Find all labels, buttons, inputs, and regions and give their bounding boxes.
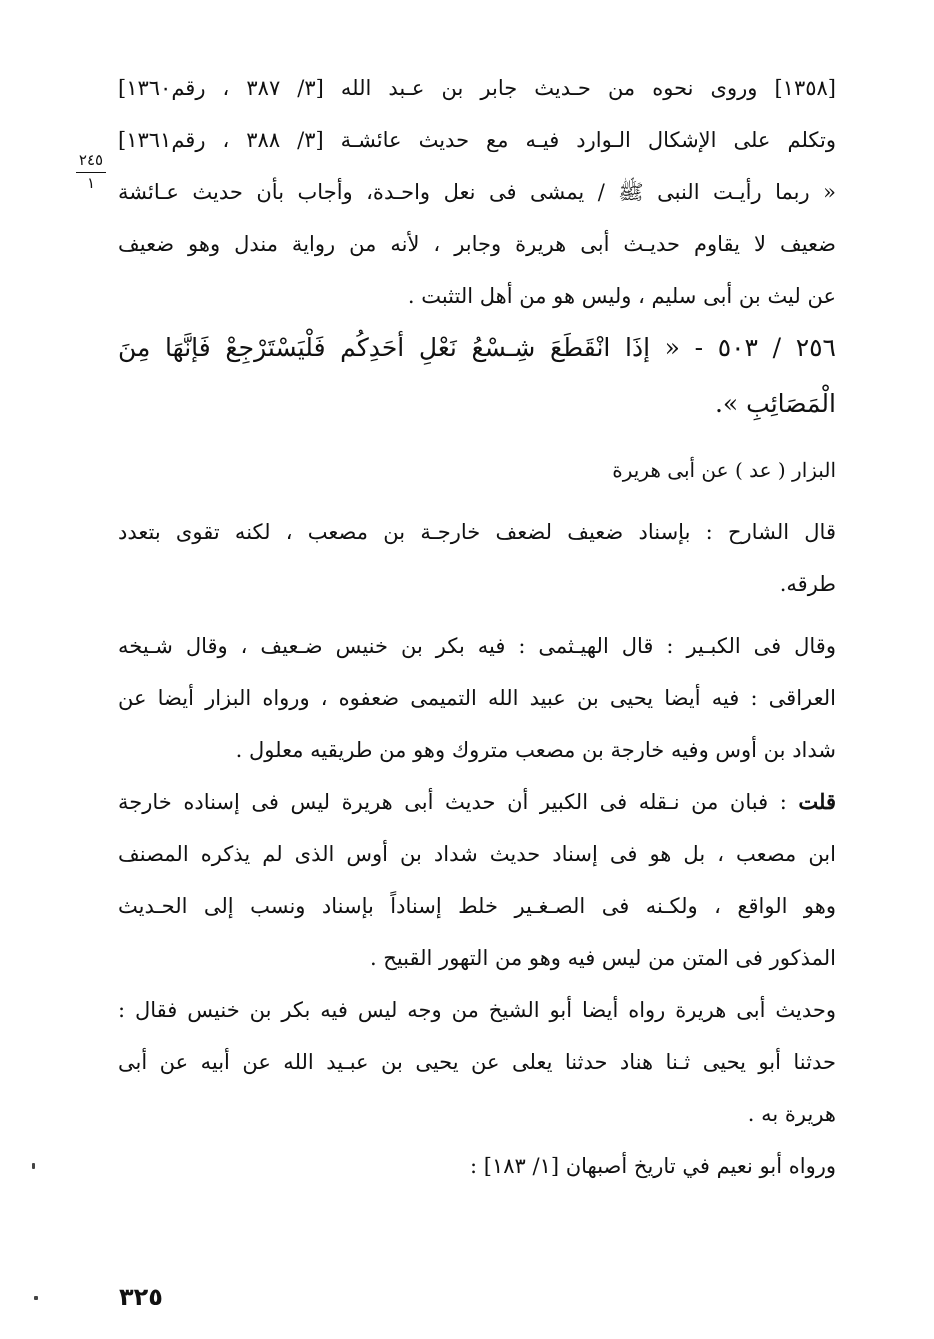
commentary-line: هريرة به . bbox=[747, 1102, 836, 1126]
margin-ref-rule bbox=[76, 172, 106, 173]
hadith-source: البزار ( عد ) عن أبى هريرة bbox=[612, 458, 836, 482]
commentary-line: وقال فى الكبـير : قال الهيـثمى : فيه بكر بن خنيس ضـعيف ، وقال شـيخه bbox=[118, 634, 836, 658]
commentary-line: طرقه. bbox=[779, 572, 836, 596]
qult-label: قلت bbox=[798, 789, 836, 814]
commentary-line: وهو الواقع ، ولكـنه فى الصـغـير خلط إسناداً بإسناد ونسب إلى الحـديث bbox=[118, 894, 836, 918]
commentary-line: وحديث أبى هريرة رواه أيضا أبو الشيخ من وجه ليس فيه بكر بن خنيس فقال : bbox=[118, 998, 836, 1022]
page-body bbox=[118, 62, 836, 1192]
commentary-line: العراقى : فيه أيضا يحيى بن عبيد الله التميمى ضعفوه ، ورواه البزار أيضا عن bbox=[118, 686, 836, 710]
hadith-text-line: الْمَصَائِبِ ». bbox=[714, 389, 836, 418]
hadith-text-line: ٢٥٦ / ٥٠٣ - « إذَا انْقَطَعَ شِـسْعُ نَعْلِ أحَدِكُم فَلْيَسْتَرْجِعْ فَإنَّهَا مِنَ bbox=[118, 333, 836, 362]
text-line: « ربما رأيـت النبى ﷺ / يمشى فى نعل واحـدة، وأجاب بأن حديث عـائشة bbox=[118, 180, 836, 204]
commentary-line: قال الشارح : بإسناد ضعيف لضعف خارجـة بن مصعب ، لكنه تقوى بتعدد bbox=[118, 520, 836, 544]
text-line: [١٣٥٨] وروى نحوه من حـديث جابر بن عـبد الله [٣/ ٣٨٧ ، رقم١٣٦٠] bbox=[118, 76, 836, 100]
text-line: وتكلم على الإشكال الـوارد فيـه مع حديث عائشـة [٣/ ٣٨٨ ، رقم١٣٦١] bbox=[118, 128, 836, 152]
page-number: ٣٢٥ bbox=[119, 1283, 163, 1311]
commentary-line: ورواه أبو نعيم في تاريخ أصبهان [١/ ١٨٣] : bbox=[470, 1154, 836, 1178]
commentary-line: ابن مصعب ، بل هو فى إسناد حديث شداد بن أوس الذى لم يذكره المصنف bbox=[118, 842, 836, 866]
scan-speck bbox=[32, 1163, 35, 1169]
commentary-line: شداد بن أوس وفيه خارجة بن مصعب متروك وهو من طريقيه معلول . bbox=[235, 738, 836, 762]
margin-ref-bottom: ١ bbox=[86, 174, 96, 192]
commentary-line: المذكور فى المتن من ليس فيه وهو من التهور القبيح . bbox=[369, 946, 836, 970]
margin-ref-top: ٢٤٥ bbox=[78, 151, 104, 169]
text-line: عن ليث بن أبى سليم ، وليس هو من أهل التثبت . bbox=[407, 284, 836, 308]
scan-speck bbox=[34, 1296, 38, 1300]
commentary-line: حدثنا أبو يحيى ثـنا هناد حدثنا يعلى عن يحيى بن عبـيد الله عن أبيه عن أبى bbox=[118, 1050, 836, 1074]
qult-separator: : bbox=[768, 790, 799, 814]
text-line: ضعيف لا يقاوم حديـث أبى هريرة وجابر ، لأنه من رواية مندل وهو ضعيف bbox=[118, 232, 836, 256]
qult-text: فبان من نـقله فى الكبير أن حديث أبى هريرة ليس فى إسناده خارجة bbox=[118, 790, 769, 814]
margin-page-reference bbox=[74, 152, 108, 192]
qult-line bbox=[118, 776, 836, 828]
